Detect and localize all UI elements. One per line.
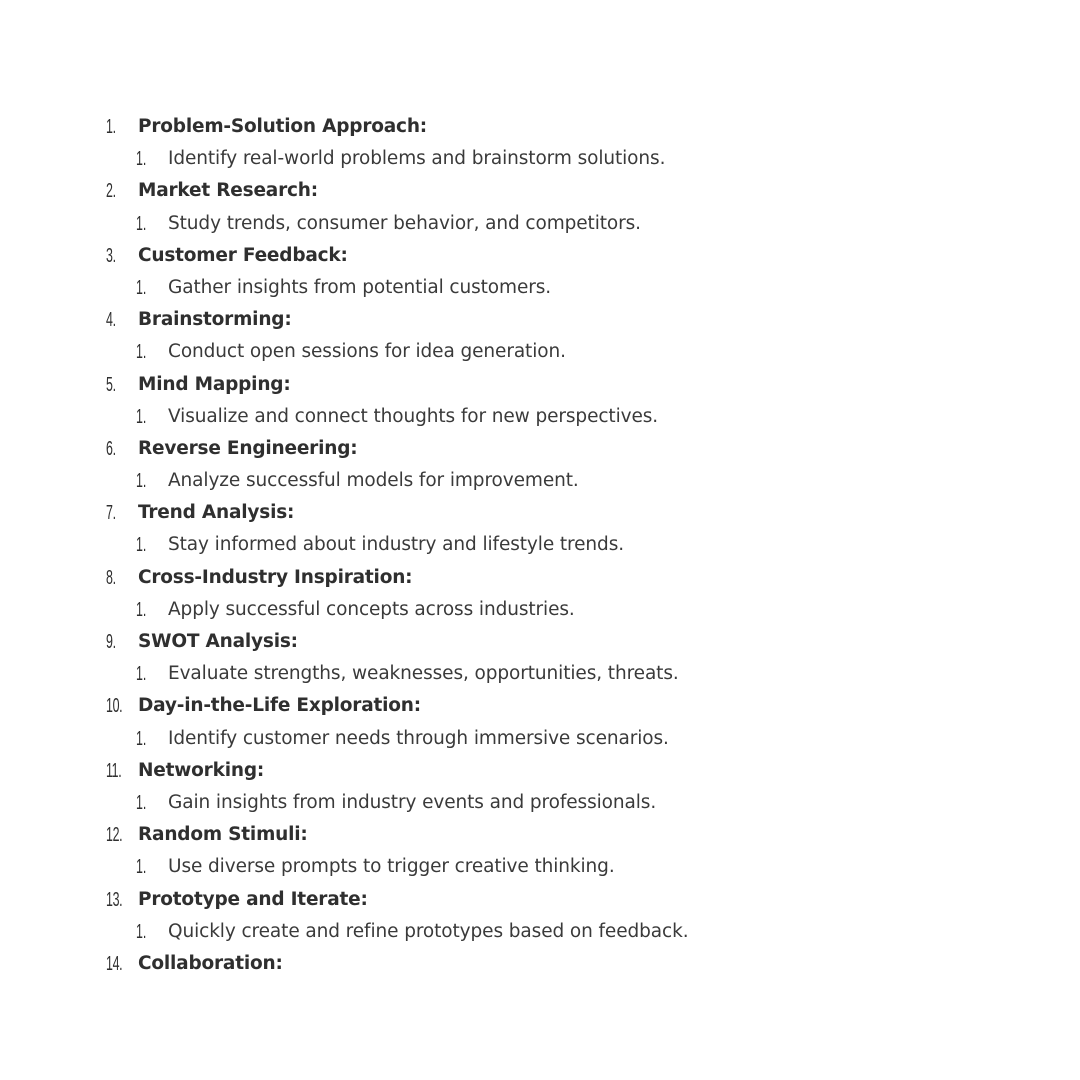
list-item-heading: Market Research: (138, 180, 318, 202)
list-item (0, 175, 1080, 207)
list-item (0, 755, 1080, 787)
list-item (0, 240, 1080, 272)
list-item-heading: Customer Feedback: (138, 244, 348, 266)
list-item-number: 10. (106, 695, 123, 718)
sub-list-item-number: 1. (136, 405, 147, 428)
sub-list-item (0, 851, 1080, 883)
sub-list-item-description: Study trends, consumer behavior, and competitors. (168, 212, 641, 234)
sub-list-item-number: 1. (136, 470, 147, 493)
list-item-number: 4. (106, 309, 116, 332)
sub-list-item-number: 1. (136, 663, 147, 686)
sub-list-item-number: 1. (136, 727, 147, 750)
sub-list-item (0, 916, 1080, 948)
sub-list-item-number: 1. (136, 920, 147, 943)
sub-list-item (0, 336, 1080, 368)
list-item (0, 497, 1080, 529)
sub-list-item-number: 1. (136, 598, 147, 621)
sub-list-item-number: 1. (136, 791, 147, 814)
sub-list-item (0, 272, 1080, 304)
list-item (0, 626, 1080, 658)
list-item (0, 433, 1080, 465)
list-item-heading: Problem-Solution Approach: (138, 116, 427, 137)
list-item-number: 9. (106, 631, 116, 653)
list-item-heading: Reverse Engineering: (138, 437, 358, 459)
list-item-number: 6. (106, 437, 116, 460)
ideation-methods-list (0, 111, 1080, 980)
list-item (0, 884, 1080, 916)
list-item (0, 369, 1080, 401)
sub-list-item-description: Gain insights from industry events and professionals. (168, 791, 657, 813)
list-item-number: 3. (106, 244, 116, 267)
list-item-heading: Collaboration: (138, 952, 283, 974)
list-item-number: 13. (106, 888, 123, 911)
list-item (0, 948, 1080, 980)
sub-list-item (0, 143, 1080, 175)
list-item (0, 819, 1080, 851)
list-item (0, 304, 1080, 336)
list-item-number: 12. (106, 824, 123, 847)
sub-list-item-description: Gather insights from potential customers. (168, 276, 552, 298)
sub-list-item-number: 1. (136, 276, 147, 299)
sub-list-item (0, 723, 1080, 755)
list-item-number: 14. (106, 952, 123, 975)
sub-list-item-description: Identify customer needs through immersive scenarios. (168, 727, 669, 749)
sub-list-item-description: Visualize and connect thoughts for new perspectives. (168, 405, 659, 427)
list-item-heading: Prototype and Iterate: (138, 888, 368, 910)
sub-list-item-number: 1. (136, 212, 147, 235)
list-item-heading: Trend Analysis: (138, 502, 295, 524)
list-item-heading: Mind Mapping: (138, 373, 291, 395)
sub-list-item-description: Apply successful concepts across industries. (168, 598, 575, 620)
list-item-heading: SWOT Analysis: (138, 631, 298, 652)
sub-list-item-number: 1. (136, 534, 147, 557)
list-item-number: 7. (106, 502, 116, 525)
sub-list-item-description: Evaluate strengths, weaknesses, opportunities, threats. (168, 663, 679, 685)
list-item-number: 8. (106, 566, 116, 589)
sub-list-item (0, 658, 1080, 690)
sub-list-item-number: 1. (136, 148, 147, 171)
sub-list-item-description: Identify real-world problems and brainstorm solutions. (168, 148, 666, 170)
list-item-heading: Day-in-the-Life Exploration: (138, 695, 421, 717)
list-item-heading: Networking: (138, 759, 265, 781)
sub-list-item-description: Use diverse prompts to trigger creative thinking. (168, 856, 615, 878)
list-item-heading: Cross-Industry Inspiration: (138, 566, 413, 588)
sub-list-item (0, 465, 1080, 497)
list-item (0, 111, 1080, 143)
list-item-number: 1. (106, 116, 116, 138)
sub-list-item-description: Quickly create and refine prototypes based on feedback. (168, 920, 689, 942)
sub-list-item-number: 1. (136, 341, 147, 364)
sub-list-item-description: Stay informed about industry and lifestyle trends. (168, 534, 625, 556)
list-item-number: 2. (106, 180, 116, 203)
sub-list-item-description: Analyze successful models for improvement. (168, 470, 579, 492)
list-item-number: 5. (106, 373, 116, 396)
sub-list-item (0, 594, 1080, 626)
list-item-heading: Random Stimuli: (138, 824, 308, 846)
sub-list-item-number: 1. (136, 856, 147, 879)
sub-list-item (0, 208, 1080, 240)
list-item-number: 11. (106, 759, 122, 782)
list-item (0, 562, 1080, 594)
sub-list-item (0, 401, 1080, 433)
sub-list-item-description: Conduct open sessions for idea generation. (168, 341, 566, 363)
list-item-heading: Brainstorming: (138, 309, 292, 331)
list-item (0, 690, 1080, 722)
sub-list-item (0, 529, 1080, 561)
sub-list-item (0, 787, 1080, 819)
